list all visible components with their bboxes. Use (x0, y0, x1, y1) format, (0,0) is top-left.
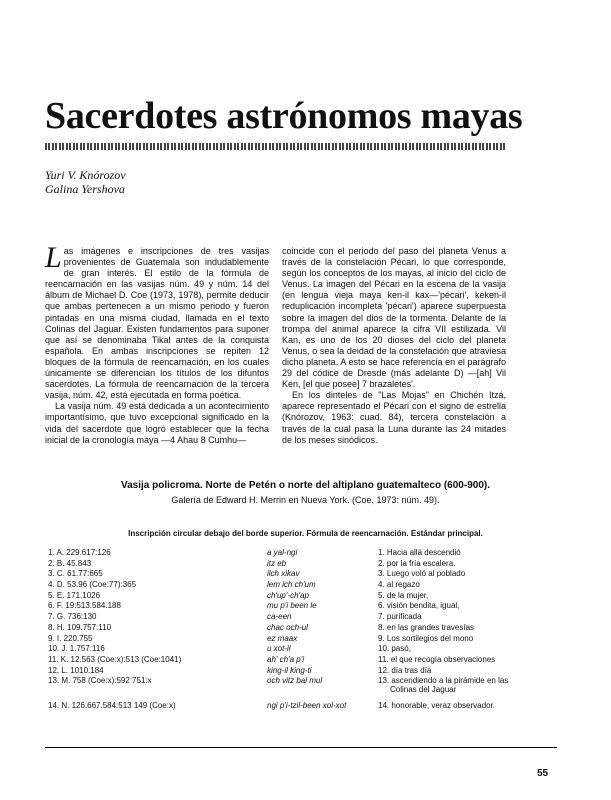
inscription-row (48, 644, 518, 655)
glyph-code: 1. A. 229.617:126 (48, 548, 111, 557)
inscription-row (48, 569, 518, 580)
maya-reading: ez maax (267, 633, 298, 643)
body-column-right (282, 246, 506, 446)
spanish-translation: 6. visión bendita, igual, (378, 601, 460, 611)
maya-reading: ca-een (267, 612, 292, 622)
author-2: Galina Yershova (45, 182, 125, 196)
footer-rule (45, 747, 557, 748)
inscription-row (48, 559, 518, 570)
inscription-row (48, 580, 518, 591)
drop-cap: L (45, 241, 62, 274)
maya-reading: och vitz bal mul (267, 676, 323, 686)
maya-reading: ilch xikav (267, 569, 300, 579)
inscription-row (48, 666, 518, 677)
maya-reading: u xot-il (267, 644, 291, 654)
maya-reading: chac och-ul (267, 622, 308, 632)
glyph-code: 13. M. 758 (Coe:x):592 751:x (48, 676, 152, 686)
spanish-translation: 2. por la fría escalera. (378, 558, 456, 568)
paragraph-text: as imágenes e inscripciones de tres vasijas provenientes de Guatemala son indudablemente de gran interés. El estilo de la fórmula de reencarnación en las vasijas núm. 49 y núm. 14 del álbum de Michael D. Coe (1973, 1978), permite deducir que ambas pertenecen a un mismo periodo y fueron pintadas en una misma ciudad, llamada en el texto Colinas del Jaguar. Existen fundamentos para suponer que así se denominaba Tikal antes de la conquista española. En ambas inscripciones se repiten 12 bloques de la fórmula de reencarnación, en los cuales únicamente se diferencian los títulos de los difuntos sacerdotes. La fórmula de reencarnación de la tercera vasija, núm. 42, está ejecutada en forma poética. (45, 246, 269, 401)
glyph-code: 6. F. 19:513.584.188 (48, 601, 121, 611)
maya-reading: ah' ch'a p'i (267, 654, 305, 664)
maya-reading: itz eb (267, 558, 287, 568)
inscription-row (48, 623, 518, 634)
spanish-translation: 8. en las grandes travesías (378, 622, 475, 632)
article-title: Sacerdotes astrónomos mayas (45, 95, 523, 137)
inscription-heading: Inscripción circular debajo del borde superior. Fórmula de reencarnación. Estándar principal. (128, 529, 483, 538)
glyph-code: 9. I. 220.755 (48, 633, 93, 643)
title-rule (45, 143, 505, 150)
inscription-row (48, 591, 518, 602)
inscription-row (48, 676, 518, 697)
inscription-table (48, 548, 518, 712)
maya-reading: ngi p'i-tzil-been xol-xot (267, 701, 347, 711)
glyph-code: 3. C. 61.77:665 (48, 569, 103, 579)
spanish-translation (378, 676, 508, 694)
spanish-translation: 5. de la mujer, (378, 590, 429, 600)
inscription-row (48, 655, 518, 666)
glyph-code: 8. H. 109.757:110 (48, 622, 112, 632)
inscription-row (48, 548, 518, 559)
inscription-row (48, 601, 518, 612)
spanish-translation: 10. pasó, (378, 644, 411, 654)
glyph-code: 5. E. 171.1026 (48, 590, 101, 600)
glyph-code: 2. B. 45.843 (48, 558, 92, 568)
paragraph (45, 241, 269, 401)
paragraph: La vasija núm. 49 está dedicada a un acontecimiento importantísimo, que tuvo excepcional significado en la vida del sacerdote que logró establecer que la fecha inicial de la cronología maya —4 Ahau 8 Cumhu— (45, 401, 269, 445)
spanish-translation: 14. honorable, veraz observador. (378, 701, 495, 711)
maya-reading: ch'up'-ch'ap (267, 590, 309, 600)
glyph-code: 10. J. 1.757:116 (48, 644, 105, 654)
glyph-code: 14. N. 126.667.584:513 149 (Coe:x) (48, 701, 176, 711)
figure-caption-title: Vasija policroma. Norte de Petén o norte del altiplano guatemalteco (600-900). (121, 480, 490, 491)
inscription-row (48, 701, 518, 712)
spanish-translation: 4. al regazo (378, 580, 420, 590)
body-column-left (45, 241, 269, 446)
paragraph: coincide con el periodo del paso del planeta Venus a través de la constelación Pécari, lo que corresponde, según los conceptos de los mayas, al inicio del ciclo de Venus. La imagen del Pécari en la escena de la vasija (en lengua vieja maya ken-il kax—'pécari', keken-il reduplicación incompleta 'pécari') aparece superpuesta sobre la imagen del dios de la tormenta. Delante de la trompa del animal aparece la cifra VII estilizada. Vil Kan, es uno de los 20 dioses del ciclo del planeta Venus, o sea la deidad de la constelación que atraviesa dicho planeta. A esto se hace referencia en el parágrafo 29 del códice de Dresde (más adelante D) —[ah] Vil Ken, [el que posee] 7 brazaletes'. (282, 246, 506, 390)
glyph-code: 12. L. 1010.184 (48, 665, 104, 675)
spanish-translation: 1. Hacia allá descendió (378, 548, 461, 557)
page-number: 55 (537, 768, 549, 779)
inscription-row (48, 634, 518, 645)
maya-reading: king-il king-ti (267, 665, 312, 675)
maya-reading: mu p'i been le (267, 601, 317, 611)
paragraph: En los dinteles de "Las Mojas" en Chichén Itzá, aparece representado el Pécari con el signo de estrella (Knórozov, 1963: cuad. 84), tercera constelación a través de la cual pasa la Luna durante las 24 mitades de los meses sinódicos. (282, 390, 506, 445)
spanish-translation: 3. Luego voló al poblado (378, 569, 466, 579)
translation-line: 13. ascendiendo a la pirámide en las (378, 676, 509, 686)
spanish-translation: 9. Los sortilegios del mono (378, 633, 474, 643)
spanish-translation: 11. el que recogía observaciones (378, 654, 496, 664)
figure-caption-subtitle: Galería de Edward H. Merrin en Nueva York. (Coe, 1973: núm. 49). (171, 495, 440, 505)
glyph-code: 4. D. 53.96 (Coe:77):365 (48, 580, 137, 590)
spanish-translation: 12. día tras día (378, 665, 432, 675)
spanish-translation: 7. purificada (378, 612, 422, 622)
maya-reading: a yal-ngi (267, 548, 298, 557)
inscription-row (48, 612, 518, 623)
maya-reading: lem ich ch'um (267, 580, 316, 590)
translation-line: Colinas del Jaguar (390, 685, 457, 695)
glyph-code: 7. G. 736:130 (48, 612, 97, 622)
glyph-code: 11. K. 12.563 (Coe:x):513 (Coe:1041) (48, 654, 182, 664)
author-1: Yuri V. Knórozov (45, 168, 126, 182)
